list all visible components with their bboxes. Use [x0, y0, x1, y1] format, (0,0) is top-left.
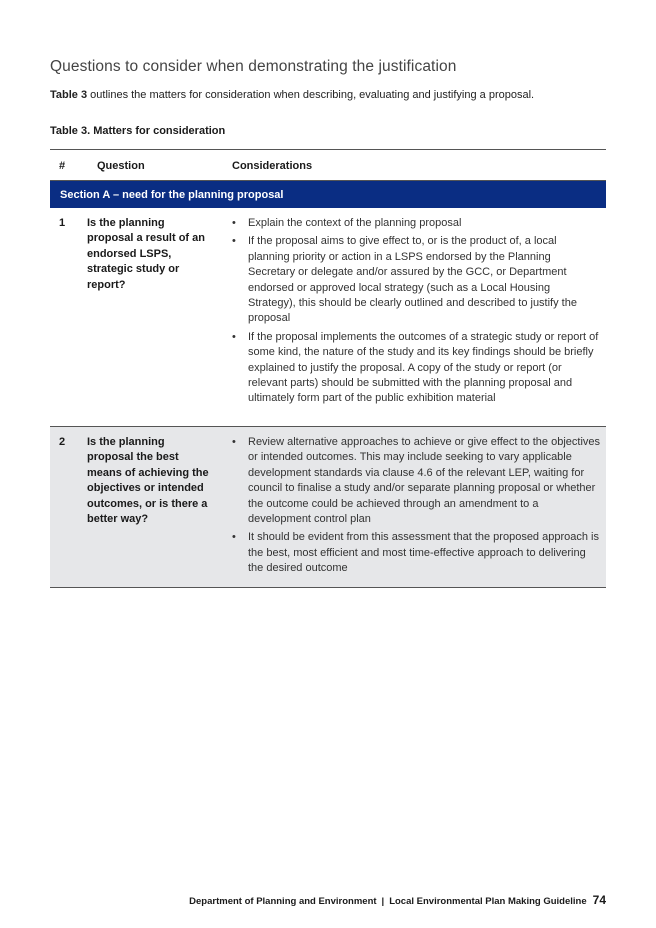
intro-paragraph [50, 89, 620, 101]
header-number: # [59, 160, 66, 172]
row-question: Is the planning proposal the best means of achieving the objectives or intended outcomes, or is there a better way? [87, 436, 209, 526]
footer-separator: | [381, 896, 385, 907]
section-a-label: Section A – need for the planning proposal [60, 189, 284, 201]
table-caption: Table 3. Matters for consideration [50, 125, 226, 137]
considerations-list [230, 216, 600, 410]
consideration-item: • It should be evident from this assessment that the proposed approach is the best, most efficient and most time-effective approach to delivering the desired outcome [230, 530, 600, 576]
table-row [50, 427, 606, 588]
page-number: 74 [592, 893, 606, 907]
row-question: Is the planning proposal a result of an endorsed LSPS, strategic study or report? [87, 217, 205, 291]
section-a-bar [50, 181, 606, 208]
matters-table [50, 149, 606, 588]
header-considerations: Considerations [232, 160, 313, 172]
table-row [50, 208, 606, 427]
section-heading: Questions to consider when demonstrating the justification [50, 58, 457, 75]
row-number: 2 [59, 436, 66, 448]
footer-title: Local Environmental Plan Making Guideline [389, 896, 587, 907]
header-question: Question [97, 160, 145, 172]
intro-text: outlines the matters for consideration when describing, evaluating and justifying a proposal. [87, 89, 535, 101]
consideration-item: • Explain the context of the planning proposal [230, 216, 600, 231]
consideration-item: • Review alternative approaches to achieve or give effect to the objectives or intended outcomes. This may include seeking to vary applicable development standards via clause 4.6 of the relevant LEP, waiting for council to finalise a study and/or separate planning proposal or whether the outcome could be achieved through an amendment to a development control plan [230, 435, 600, 527]
intro-table-ref: Table 3 [50, 89, 88, 101]
table-header-row [50, 150, 606, 181]
row-number: 1 [59, 217, 66, 229]
footer-department: Department of Planning and Environment [189, 896, 377, 907]
consideration-item: • If the proposal implements the outcomes of a strategic study or report of some kind, the nature of the study and its key findings should be briefly explained to justify the proposal. A copy of the study or report (or relevant parts) should be submitted with the planning proposal and ultimately form part of the public exhibition material [230, 330, 600, 407]
considerations-list [230, 435, 600, 580]
page-footer [189, 893, 606, 907]
consideration-item: • If the proposal aims to give effect to, or is the product of, a local planning priority or action in a LSPS endorsed by the Planning Secretary or delegate and/or assured by the GCC, or Department endorsed or approved local strategy (such as a Local Housing Strategy), this should be clearly outlined and described to justify the proposal [230, 234, 600, 326]
